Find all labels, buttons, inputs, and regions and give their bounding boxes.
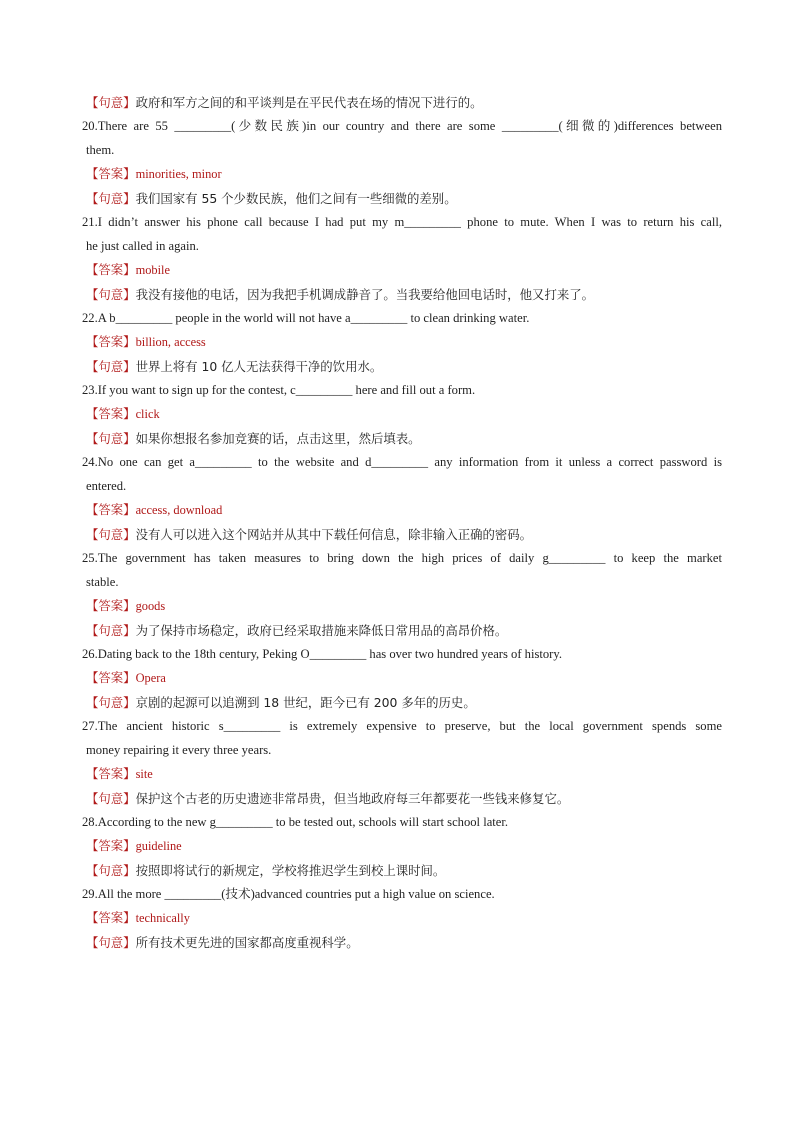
answer-text: billion, access: [135, 335, 206, 349]
question-item: [82, 813, 722, 880]
answer-tag: 【答案】: [86, 334, 136, 349]
answer-tag: 【答案】: [86, 670, 136, 685]
answer-line: [86, 501, 722, 519]
question-text-continued: stable.: [86, 575, 119, 589]
answer-tag: 【答案】: [86, 598, 136, 613]
meaning-text: 保护这个古老的历史遗迹非常昂贵，但当地政府每三年都要花一些钱来修复它。: [135, 791, 570, 806]
answer-text: Opera: [135, 671, 166, 685]
answer-line: [86, 837, 722, 855]
question-text-continued: money repairing it every three years.: [86, 743, 272, 757]
answer-text: guideline: [135, 839, 182, 853]
meaning-text: 我们国家有 55 个少数民族，他们之间有一些细微的差别。: [135, 191, 457, 206]
meaning-line: [86, 934, 722, 952]
answer-line: [86, 261, 722, 279]
question-text: 21.I didn’t answer his phone call because I had put my m_________ phone to mute. When I was to return his call,: [82, 215, 722, 229]
meaning-tag: 【句意】: [86, 95, 136, 110]
meaning-text: 按照即将试行的新规定，学校将推迟学生到校上课时间。: [135, 863, 446, 878]
meaning-text: 世界上将有 10 亿人无法获得干净的饮用水。: [135, 359, 383, 374]
question-item: [82, 717, 722, 808]
answer-text: click: [135, 407, 160, 421]
answer-text: mobile: [135, 263, 170, 277]
answer-text: minorities, minor: [135, 167, 222, 181]
question-item: [82, 309, 722, 376]
question-text: 29.All the more _________(技术)advanced countries put a high value on science.: [82, 887, 495, 901]
question-text: 25.The government has taken measures to bring down the high prices of daily g_________ to keep the market: [82, 551, 722, 565]
meaning-line: [86, 358, 722, 376]
answer-line: [86, 333, 722, 351]
answer-text: site: [135, 767, 153, 781]
meaning-tag: 【句意】: [86, 863, 136, 878]
answer-tag: 【答案】: [86, 766, 136, 781]
question-text: 23.If you want to sign up for the contest, c_________ here and fill out a form.: [82, 383, 476, 397]
question-item: [82, 885, 722, 952]
question-item: [82, 381, 722, 448]
meaning-line: [86, 430, 722, 448]
answer-tag: 【答案】: [86, 406, 136, 421]
meaning-text: 如果你想报名参加竞赛的话，点击这里，然后填表。: [135, 431, 421, 446]
answer-line: [86, 909, 722, 927]
meaning-line: [86, 694, 722, 712]
meaning-line: [86, 622, 722, 640]
answer-line: [86, 765, 722, 783]
meaning-tag: 【句意】: [86, 287, 136, 302]
question-text: 27.The ancient historic s_________ is extremely expensive to preserve, but the local government spends some: [82, 719, 722, 733]
question-text: 28.According to the new g_________ to be tested out, schools will start school later.: [82, 815, 509, 829]
meaning-line: [86, 190, 722, 208]
meaning-tag: 【句意】: [86, 935, 136, 950]
meaning-line: [86, 526, 722, 544]
answer-tag: 【答案】: [86, 502, 136, 517]
question-text-continued: them.: [86, 143, 115, 157]
question-item: [82, 453, 722, 544]
meaning-tag: 【句意】: [86, 695, 136, 710]
answer-text: access, download: [135, 503, 223, 517]
meaning-tag: 【句意】: [86, 359, 136, 374]
question-item: [82, 645, 722, 712]
meaning-text: 没有人可以进入这个网站并从其中下载任何信息，除非输入正确的密码。: [135, 527, 533, 542]
meaning-text: 所有技术更先进的国家都高度重视科学。: [135, 935, 359, 950]
question-text: 24.No one can get a_________ to the website and d_________ any information from it unless a correct password is: [82, 455, 722, 469]
answer-line: [86, 669, 722, 687]
meaning-tag: 【句意】: [86, 791, 136, 806]
meaning-text: 政府和军方之间的和平谈判是在平民代表在场的情况下进行的。: [135, 95, 483, 110]
answer-text: technically: [135, 911, 190, 925]
answer-tag: 【答案】: [86, 838, 136, 853]
meaning-line: [86, 862, 722, 880]
meaning-tag: 【句意】: [86, 623, 136, 638]
answer-text: goods: [135, 599, 166, 613]
meaning-tag: 【句意】: [86, 431, 136, 446]
answer-tag: 【答案】: [86, 166, 136, 181]
question-text: 22.A b_________ people in the world will not have a_________ to clean drinking water.: [82, 311, 530, 325]
meaning-tag: 【句意】: [86, 191, 136, 206]
question-text: 26.Dating back to the 18th century, Peking O_________ has over two hundred years of history.: [82, 647, 562, 661]
meaning-text: 为了保持市场稳定，政府已经采取措施来降低日常用品的高昂价格。: [135, 623, 508, 638]
answer-tag: 【答案】: [86, 262, 136, 277]
meaning-text: 京剧的起源可以追溯到 18 世纪，距今已有 200 多年的历史。: [135, 695, 476, 710]
intro-meaning-line: [86, 94, 722, 112]
question-text-continued: entered.: [86, 479, 127, 493]
answer-tag: 【答案】: [86, 910, 136, 925]
question-text: 20.There are 55 _________(少数民族)in our country and there are some _________(细微的)differences between: [82, 119, 722, 133]
answer-line: [86, 165, 722, 183]
question-item: [82, 213, 722, 304]
meaning-line: [86, 790, 722, 808]
question-items: [82, 117, 722, 952]
question-text-continued: he just called in again.: [86, 239, 199, 253]
meaning-text: 我没有接他的电话，因为我把手机调成静音了。当我要给他回电话时，他又打来了。: [135, 287, 595, 302]
meaning-tag: 【句意】: [86, 527, 136, 542]
question-item: [82, 117, 722, 208]
meaning-line: [86, 286, 722, 304]
question-item: [82, 549, 722, 640]
answer-line: [86, 405, 722, 423]
answer-line: [86, 597, 722, 615]
exercise-list: [82, 94, 722, 957]
